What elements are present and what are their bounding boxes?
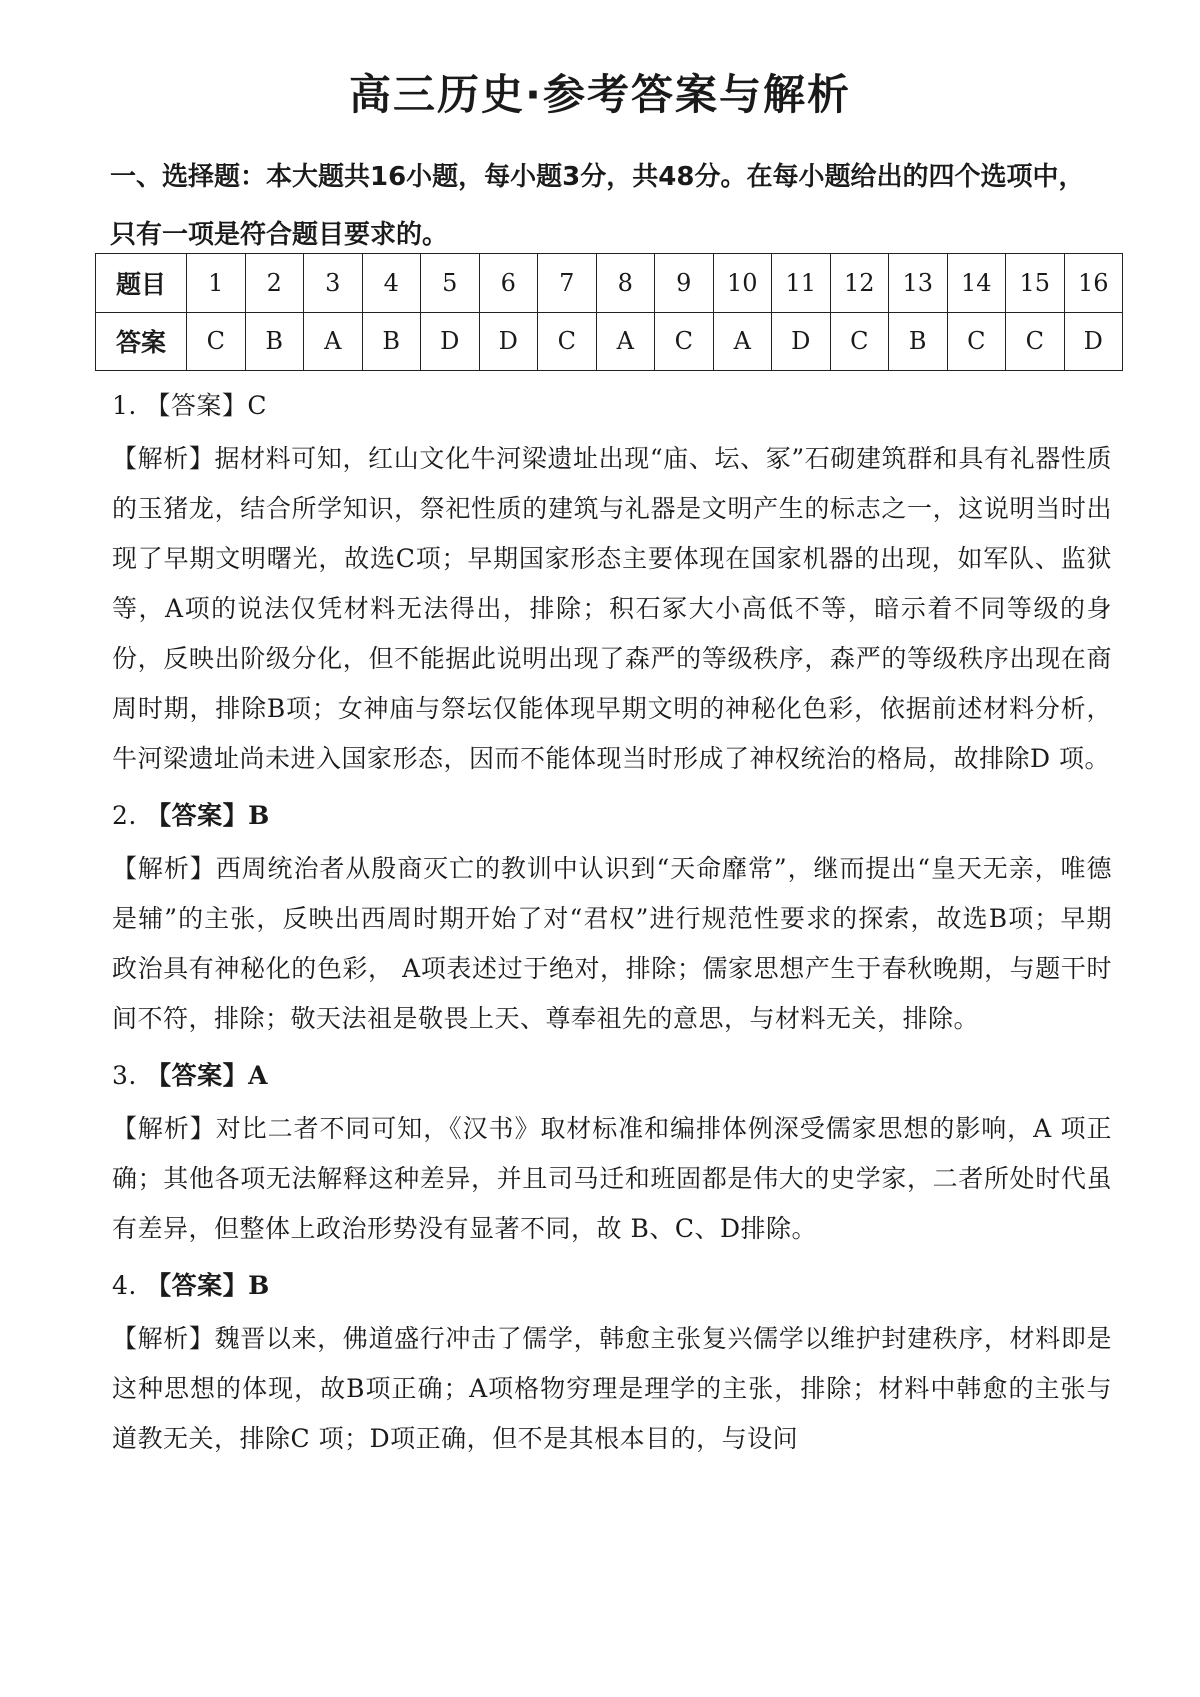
answer-cell: D xyxy=(772,312,831,371)
answer-cell: A xyxy=(596,312,655,371)
answer-cell: C xyxy=(830,312,889,371)
row-label-answer: 答案 xyxy=(96,312,187,371)
question-number-cell: 14 xyxy=(947,254,1006,313)
answer-explanations xyxy=(112,378,1112,1464)
answer-cell: D xyxy=(421,312,480,371)
question-number-cell: 2 xyxy=(245,254,304,313)
question-number-cell: 8 xyxy=(596,254,655,313)
page-title: 高三历史·参考答案与解析 xyxy=(349,70,851,119)
question-number-cell: 16 xyxy=(1064,254,1123,313)
item-number: 1. xyxy=(112,391,137,420)
item-4-answer-line xyxy=(112,1258,1112,1314)
question-number-cell: 9 xyxy=(655,254,714,313)
answer-label: 【答案】C xyxy=(145,391,267,420)
answer-cell: B xyxy=(245,312,304,371)
question-number-cell: 10 xyxy=(713,254,772,313)
question-number-cell: 6 xyxy=(479,254,538,313)
question-number-cell: 12 xyxy=(830,254,889,313)
answer-cell: C xyxy=(538,312,597,371)
question-number-cell: 5 xyxy=(421,254,480,313)
question-number-cell: 3 xyxy=(304,254,363,313)
item-2-analysis: 【解析】西周统治者从殷商灭亡的教训中认识到“天命靡常”，继而提出“皇天无亲，唯德是辅”的主张，反映出西周时期开始了对“君权”进行规范性要求的探索，故选B项；早期政治具有神秘化的色彩， A项表述过于绝对，排除；儒家思想产生于春秋晚期，与题干时间不符，排除；敬天法祖是敬畏上天、尊奉祖先的意思，与材料无关，排除。 xyxy=(112,854,1112,1033)
item-1-analysis: 【解析】据材料可知，红山文化牛河梁遗址出现“庙、坛、冢”石砌建筑群和具有礼器性质的玉猪龙，结合所学知识，祭祀性质的建筑与礼器是文明产生的标志之一，这说明当时出现了早期文明曙光，故选C项；早期国家形态主要体现在国家机器的出现，如军队、监狱等，A项的说法仅凭材料无法得出，排除；积石冢大小高低不等，暗示着不同等级的身份，反映出阶级分化，但不能据此说明出现了森严的等级秩序，森严的等级秩序出现在商周时期，排除B项；女神庙与祭坛仅能体现早期文明的神秘化色彩，依据前述材料分析，牛河梁遗址尚未进入国家形态，因而不能体现当时形成了神权统治的格局，故排除D 项。 xyxy=(112,444,1112,773)
item-3-answer-line xyxy=(112,1048,1112,1104)
question-number-cell: 4 xyxy=(362,254,421,313)
item-3-analysis: 【解析】对比二者不同可知，《汉书》取材标准和编排体例深受儒家思想的影响，A 项正确；其他各项无法解释这种差异，并且司马迁和班固都是伟大的史学家，二者所处时代虽有差异，但整体上政治形势没有显著不同，故 B、C、D排除。 xyxy=(112,1114,1112,1243)
answer-table xyxy=(95,253,1123,371)
question-number-row xyxy=(96,254,1123,313)
item-1-answer-line xyxy=(112,378,1112,434)
question-number-cell: 15 xyxy=(1006,254,1065,313)
item-number: 3. xyxy=(112,1061,137,1090)
row-label-question: 题目 xyxy=(96,254,187,313)
question-number-cell: 1 xyxy=(187,254,246,313)
item-2-answer-line xyxy=(112,788,1112,844)
item-number: 2. xyxy=(112,801,137,830)
answer-label: 【答案】A xyxy=(146,1061,268,1090)
section-heading: 一、选择题：本大题共16小题，每小题3分，共48分。在每小题给出的四个选项中，只有一项是符合题目要求的。 xyxy=(110,162,1085,250)
answer-cell: B xyxy=(362,312,421,371)
question-number-cell: 11 xyxy=(772,254,831,313)
item-number: 4. xyxy=(112,1271,137,1300)
answer-cell: D xyxy=(1064,312,1123,371)
answer-label: 【答案】B xyxy=(146,801,270,830)
answer-label: 【答案】B xyxy=(146,1271,270,1300)
item-4-analysis: 【解析】魏晋以来，佛道盛行冲击了儒学，韩愈主张复兴儒学以维护封建秩序，材料即是这种思想的体现，故B项正确；A项格物穷理是理学的主张，排除；材料中韩愈的主张与道教无关，排除C 项；D项正确，但不是其根本目的，与设问 xyxy=(112,1324,1112,1453)
question-number-cell: 7 xyxy=(538,254,597,313)
answer-cell: A xyxy=(304,312,363,371)
answer-cell: D xyxy=(479,312,538,371)
answer-cell: A xyxy=(713,312,772,371)
answer-cell: C xyxy=(655,312,714,371)
answer-cell: C xyxy=(187,312,246,371)
answer-cell: C xyxy=(947,312,1006,371)
answer-row xyxy=(96,312,1123,371)
answer-cell: C xyxy=(1006,312,1065,371)
answer-cell: B xyxy=(889,312,948,371)
question-number-cell: 13 xyxy=(889,254,948,313)
